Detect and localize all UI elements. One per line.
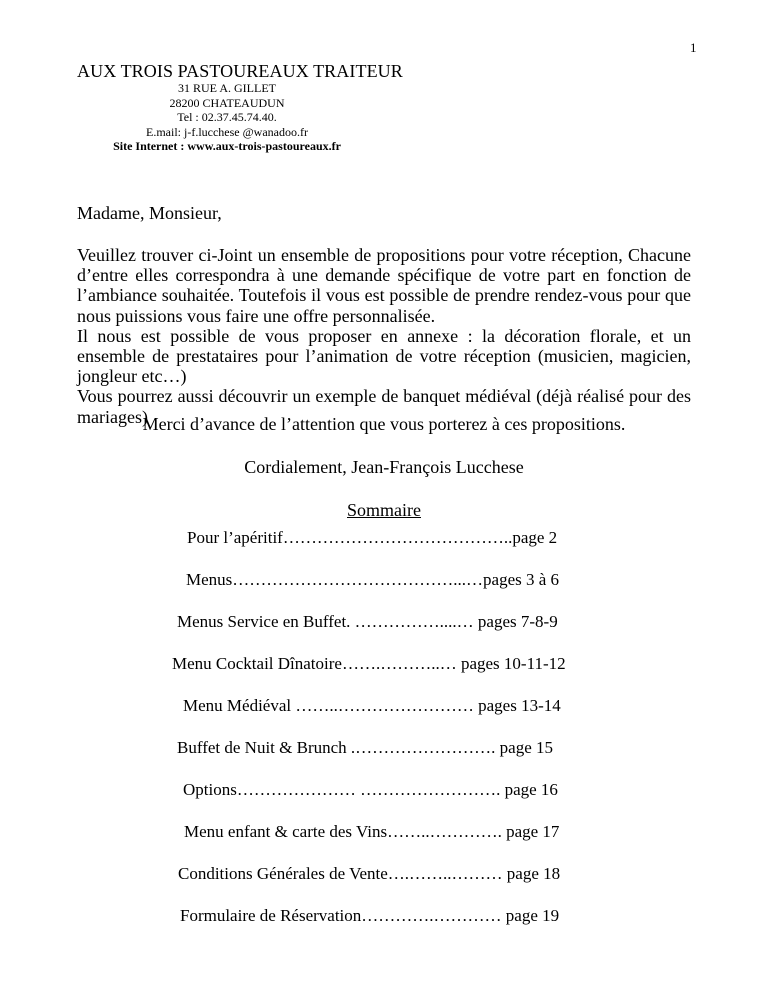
company-contact-block xyxy=(77,81,377,154)
letter-paragraph: Veuillez trouver ci-Joint un ensemble de propositions pour votre réception, Chacune d’entre elles correspondra à une demande spécifique de votre part en fonction de l’ambiance souhaitée. Toutefois il vous est possible de prendre rendez-vous pour que nous puissions vous faire une offre personnalisée. xyxy=(77,245,691,326)
page-number: 1 xyxy=(690,40,697,55)
summary-title: Sommaire xyxy=(347,500,421,520)
toc-item-options: Options………………… ……………………. page 16 xyxy=(183,780,558,799)
toc-item-terms: Conditions Générales de Vente….……..……… page 18 xyxy=(178,864,561,883)
toc-item-menus: Menus…………………………………...…pages 3 à 6 xyxy=(186,570,560,589)
company-name: AUX TROIS PASTOUREAUX TRAITEUR xyxy=(77,61,403,81)
toc-item-reservation: Formulaire de Réservation………….………… page 19 xyxy=(180,906,560,925)
toc-item-buffet: Menus Service en Buffet. ……………....… pages 7-8-9 xyxy=(177,612,558,631)
website-line: Site Internet : www.aux-trois-pastoureaux.fr xyxy=(113,139,341,153)
letter-paragraph: Il nous est possible de vous proposer en annexe : la décoration florale, et un ensemble de prestataires pour l’animation de votre réception (musicien, magicien, jongleur etc…) xyxy=(77,325,691,387)
toc-item-aperitif: Pour l’apéritif…………………………………..page 2 xyxy=(187,528,558,547)
letter-greeting: Madame, Monsieur, xyxy=(77,203,222,223)
letter-paragraph: Vous pourrez aussi découvrir un exemple de banquet médiéval (déjà réalisé pour des mariages) xyxy=(77,386,691,427)
email-line: E.mail: j-f.lucchese @wanadoo.fr xyxy=(146,124,308,139)
toc-item-medieval: Menu Médiéval ……..…………………… pages 13-14 xyxy=(183,696,561,715)
toc-item-cocktail: Menu Cocktail Dînatoire…….………..… pages 10-11-12 xyxy=(172,654,566,673)
phone-line: Tel : 02.37.45.74.40. xyxy=(177,110,277,124)
toc-item-children-wine: Menu enfant & carte des Vins……..…………. page 17 xyxy=(184,822,560,841)
thanks-line: Merci d’avance de l’attention que vous porterez à ces propositions. xyxy=(142,414,626,434)
city-line: 28200 CHATEAUDUN xyxy=(169,95,285,110)
letter-body xyxy=(77,245,691,427)
signoff-line: Cordialement, Jean-François Lucchese xyxy=(244,457,524,477)
toc-item-brunch: Buffet de Nuit & Brunch .……………………. page 15 xyxy=(177,738,554,757)
address-line: 31 RUE A. GILLET xyxy=(178,81,276,95)
